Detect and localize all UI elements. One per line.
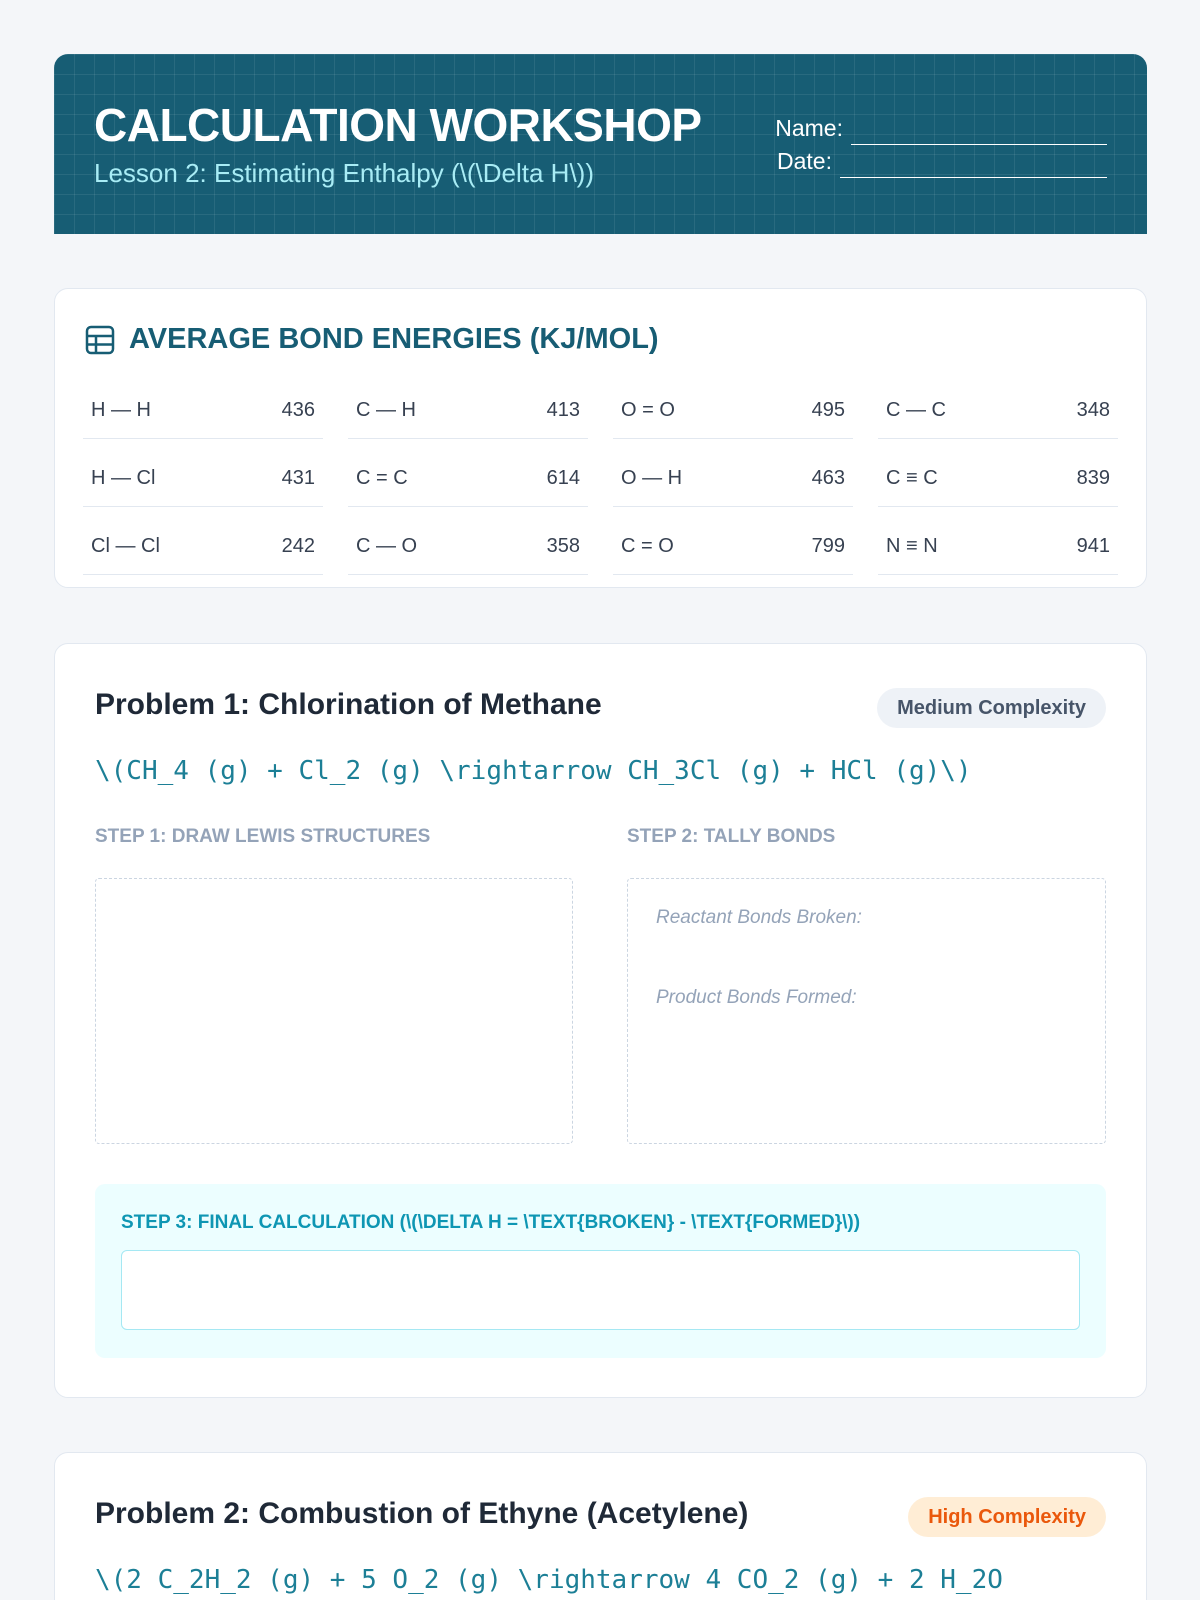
bond-row [878, 507, 1118, 575]
date-label: Date: [777, 148, 832, 174]
bond-energy: 242 [281, 535, 315, 557]
complexity-badge: Medium Complexity [877, 688, 1106, 728]
date-line[interactable] [840, 154, 1107, 178]
reaction-equation: \(2 C_2H_2 (g) + 5 O_2 (g) \rightarrow 4 CO_2 (g) + 2 H_2O [95, 1565, 1003, 1595]
bond-row [348, 371, 588, 439]
bonds-broken-label: Reactant Bonds Broken: [656, 907, 862, 928]
bond-name: C ≡ C [886, 467, 938, 489]
bond-energy: 413 [546, 399, 580, 421]
complexity-badge: High Complexity [908, 1497, 1106, 1537]
bond-row [613, 439, 853, 507]
bond-row [83, 439, 323, 507]
step-1-label: STEP 1: DRAW LEWIS STRUCTURES [95, 826, 431, 847]
bond-name: N ≡ N [886, 535, 938, 557]
bond-name: C — O [356, 535, 418, 557]
page-title: CALCULATION WORKSHOP [94, 99, 702, 151]
step-3-label: STEP 3: FINAL CALCULATION (\(\DELTA H = \TEXT{BROKEN} - \TEXT{FORMED}\)) [121, 1212, 861, 1233]
reaction-equation: \(CH_4 (g) + Cl_2 (g) \rightarrow CH_3Cl (g) + HCl (g)\) [95, 756, 972, 786]
bond-energy: 431 [281, 467, 315, 489]
final-calculation-panel [95, 1184, 1106, 1358]
bond-energy: 495 [811, 399, 845, 421]
table-icon [85, 325, 115, 355]
bond-row [348, 439, 588, 507]
student-fields [775, 112, 1107, 178]
lewis-structure-area[interactable] [95, 878, 573, 1144]
bond-table-title: AVERAGE BOND ENERGIES (KJ/MOL) [129, 323, 659, 355]
bond-tally-area[interactable] [627, 878, 1106, 1144]
bond-energy: 348 [1076, 399, 1110, 421]
bond-row [878, 371, 1118, 439]
bond-name: O = O [621, 399, 675, 421]
bond-energy: 614 [546, 467, 580, 489]
bond-row [878, 439, 1118, 507]
problem-2-card [54, 1452, 1147, 1600]
bond-name: C — C [886, 399, 946, 421]
bond-energy: 463 [811, 467, 845, 489]
bond-energy: 839 [1076, 467, 1110, 489]
final-answer-input[interactable] [121, 1250, 1080, 1330]
bond-row [613, 507, 853, 575]
bond-energies-card [54, 288, 1147, 588]
bond-row [613, 371, 853, 439]
bond-name: H — Cl [91, 467, 156, 489]
date-field[interactable] [775, 145, 1107, 178]
bond-energy: 436 [281, 399, 315, 421]
bond-row [83, 371, 323, 439]
bond-name: O — H [621, 467, 683, 489]
bonds-formed-label: Product Bonds Formed: [656, 987, 857, 1008]
bond-name: C = O [621, 535, 674, 557]
name-field[interactable] [775, 112, 1107, 145]
bond-name: H — H [91, 399, 151, 421]
bond-energy: 799 [811, 535, 845, 557]
bond-name: C — H [356, 399, 416, 421]
problem-2-title: Problem 2: Combustion of Ethyne (Acetylene) [95, 1497, 749, 1530]
name-line[interactable] [851, 121, 1107, 145]
bond-grid [83, 371, 1119, 575]
bond-name: Cl — Cl [91, 535, 160, 557]
name-label: Name: [775, 115, 843, 141]
bond-energy: 358 [546, 535, 580, 557]
bond-table-heading [85, 323, 659, 356]
worksheet-header [54, 54, 1147, 234]
bond-row [83, 507, 323, 575]
bond-name: C = C [356, 467, 408, 489]
bond-energy: 941 [1076, 535, 1110, 557]
lesson-subtitle: Lesson 2: Estimating Enthalpy (\(\Delta H\)) [94, 158, 594, 188]
bond-row [348, 507, 588, 575]
problem-1-card [54, 643, 1147, 1398]
problem-1-title: Problem 1: Chlorination of Methane [95, 688, 602, 721]
step-2-label: STEP 2: TALLY BONDS [627, 826, 836, 847]
